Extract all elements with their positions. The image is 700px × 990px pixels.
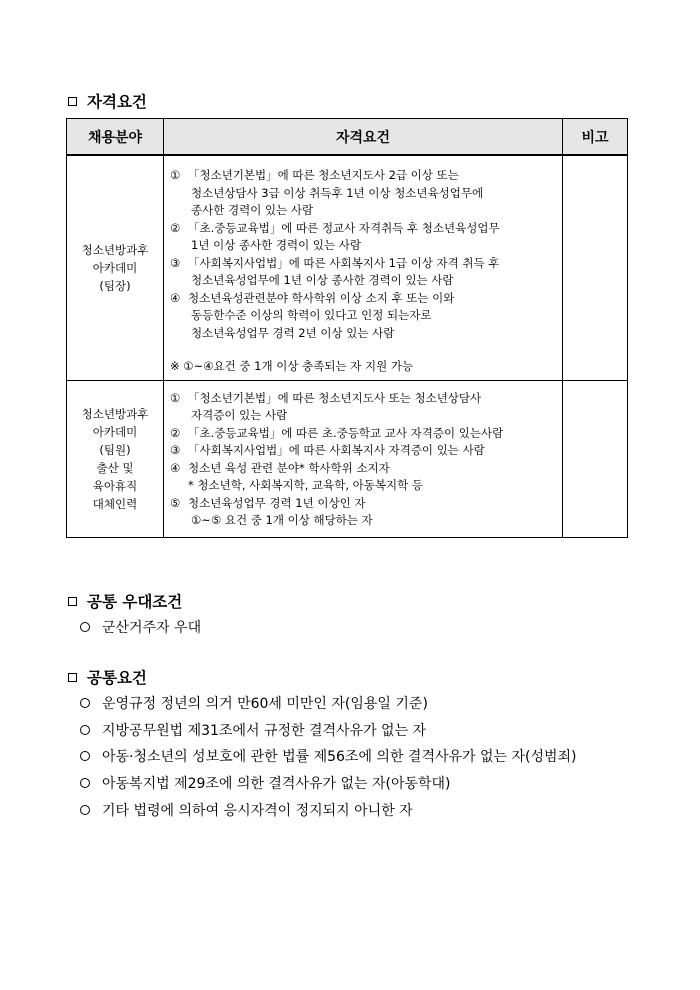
list-item: 아동복지법 제29조에 의한 결격사유가 없는 자(아동학대) (80, 773, 451, 793)
table-row (67, 380, 628, 537)
field-cell: 청소년방과후 아카데미 (팀원) 출산 및 육아휴직 대체인력 (67, 380, 164, 537)
circle-bullet-icon (80, 778, 90, 788)
list-item: 운영규정 정년의 의거 만60세 미만인 자(임용일 기준) (80, 693, 428, 713)
requirement-item: ③ 「사회복지사업법」에 따른 사회복지사 자격증이 있는 사람 (170, 443, 485, 457)
requirements-cell: ① 「청소년기본법」에 따른 청소년지도사 또는 청소년상담사 자격증이 있는 사람 ② 「초.중등교육법」에 따른 초.중등학교 교사 자격증이 있는사람 ③ 「사회복지사업법」에 따른 사회복지사 자격증이 있는 사람 ④ 청소년 육성 관련 분야* 학사학위 소지자 * 청소년학, 사회복지학, 교육학, 아동복지학 등 ⑤ 청소년육성업무 경력 1년 이상인 자 ①~⑤ 요건 중 1개 이상 해당하는 자 (164, 380, 563, 537)
requirements-cell: ① 「청소년기본법」에 따른 청소년지도사 2급 이상 또는 청소년상담사 3급 이상 취득후 1년 이상 청소년육성업무에 종사한 경력이 있는 사람 ② 「초.중등교육법」에 따른 정교사 자격취득 후 청소년육성업무 1년 이상 종사한 경력이 있는 사람 ③ 「사회복지사업법」에 따른 사회복지사 1급 이상 자격 취득 후 청소년육성업무에 1년 이상 종사한 경력이 있는 사람 ④ 청소년육성관련분야 학사학위 이상 소지 후 또는 이와 동등한수준 이상의 학력이 있다고 인정 되는자로 청소년육성업무 경력 2년 이상 있는 사람 ※ ①~④요건 중 1개 이상 충족되는 자 지원 가능 (164, 155, 563, 380)
list-item: 지방공무원법 제31조에서 규정한 결격사유가 없는 자 (80, 720, 426, 740)
table-row (67, 155, 628, 380)
circle-bullet-icon (80, 725, 90, 735)
list-item: 기타 법령에 의하여 응시자격이 정지되지 아니한 자 (80, 800, 413, 820)
table-header-row (67, 119, 628, 156)
square-bullet-icon (68, 97, 77, 106)
section-title-preferential: 공통 우대조건 (68, 590, 182, 612)
circle-bullet-icon (80, 751, 90, 761)
section-title-common: 공통요건 (68, 666, 147, 688)
requirement-item: ③ 「사회복지사업법」에 따른 사회복지사 1급 이상 자격 취득 후 (170, 255, 500, 270)
requirement-item: ⑤ 청소년육성업무 경력 1년 이상인 자 (170, 495, 366, 510)
square-bullet-icon (68, 597, 77, 606)
field-cell: 청소년방과후 아카데미 (팀장) (67, 155, 164, 380)
circle-bullet-icon (80, 805, 90, 815)
header-requirements: 자격요건 (164, 119, 563, 156)
requirement-item: ① 「청소년기본법」에 따른 청소년지도사 또는 청소년상담사 (170, 390, 482, 405)
list-item: 아동·청소년의 성보호에 관한 법률 제56조에 의한 결격사유가 없는 자(성범죄) (80, 746, 577, 766)
requirement-notice: ※ ①~④요건 중 1개 이상 충족되는 자 지원 가능 (170, 359, 414, 373)
header-field: 채용분야 (67, 119, 164, 156)
requirement-item: ② 「초.중등교육법」에 따른 초.중등학교 교사 자격증이 있는사람 (170, 425, 504, 440)
note-cell (563, 155, 628, 380)
list-item: 군산거주자 우대 (80, 617, 201, 637)
requirement-item: ② 「초.중등교육법」에 따른 정교사 자격취득 후 청소년육성업무 (170, 220, 500, 235)
requirement-item: ④ 청소년육성관련분야 학사학위 이상 소지 후 또는 이와 (170, 290, 455, 305)
requirement-subnote: * 청소년학, 사회복지학, 교육학, 아동복지학 등 (188, 478, 423, 492)
requirement-item: ④ 청소년 육성 관련 분야* 학사학위 소지자 (170, 460, 390, 475)
header-note: 비고 (563, 119, 628, 156)
circle-bullet-icon (80, 698, 90, 708)
circle-bullet-icon (80, 622, 90, 632)
requirement-item: ① 「청소년기본법」에 따른 청소년지도사 2급 이상 또는 (170, 168, 459, 182)
note-cell (563, 380, 628, 537)
section-title-qualifications: 자격요건 (68, 90, 147, 112)
qualifications-table (66, 118, 628, 538)
square-bullet-icon (68, 673, 77, 682)
